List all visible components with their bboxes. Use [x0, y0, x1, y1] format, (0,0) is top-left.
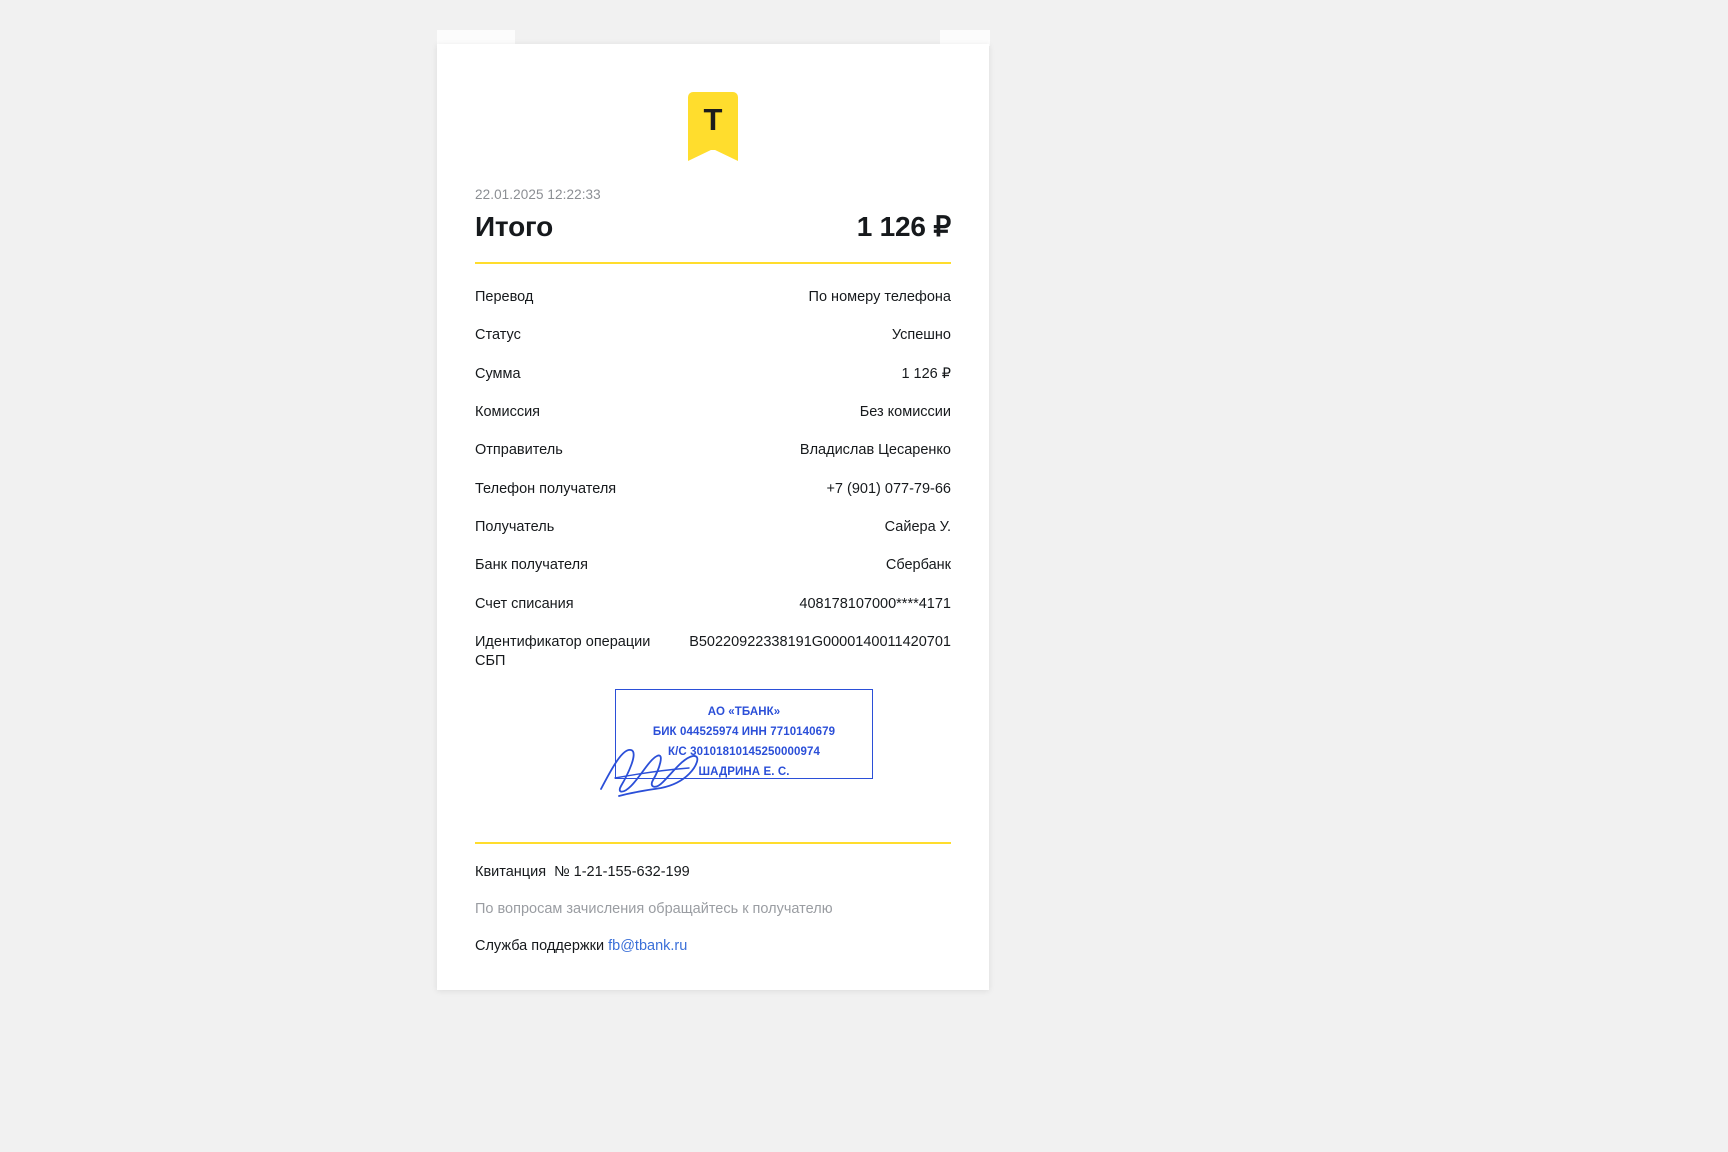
receipt-document — [437, 44, 989, 990]
detail-row-amount — [475, 365, 951, 384]
detail-value: Сайера У. — [884, 519, 951, 536]
detail-row-sender — [475, 441, 951, 460]
total-row — [475, 210, 951, 243]
receipt-number-value: № 1-21-155-632-199 — [554, 864, 690, 880]
detail-value: Сбербанк — [885, 557, 951, 574]
detail-key: Банк получателя — [475, 557, 588, 574]
support-line — [475, 938, 951, 954]
receipt-number-label: Квитанция — [475, 864, 547, 880]
detail-value: 1 126 ₽ — [901, 365, 951, 382]
stamp-line-bank: АО «ТБАНК» — [707, 706, 781, 718]
divider-top — [475, 262, 951, 264]
detail-key: Комиссия — [475, 404, 541, 421]
detail-row-operation-id — [475, 633, 951, 671]
detail-value: Владислав Цесаренко — [799, 442, 951, 459]
support-email-link[interactable]: fb@tbank.ru — [608, 938, 688, 954]
detail-key: Статус — [475, 327, 521, 344]
detail-value: Без комиссии — [859, 404, 951, 421]
detail-row-debit-account — [475, 595, 951, 614]
detail-value: Успешно — [891, 327, 951, 344]
detail-row-status — [475, 326, 951, 345]
detail-key: Отправитель — [475, 442, 563, 459]
detail-row-transfer — [475, 288, 951, 307]
receipt-footer — [475, 864, 951, 954]
shield-icon — [688, 92, 738, 150]
detail-key: Счет списания — [475, 595, 574, 612]
logo-letter: T — [703, 101, 723, 137]
detail-key: Идентификатор операции СБП — [475, 634, 651, 669]
detail-key: Телефон получателя — [475, 480, 617, 497]
footer-note: По вопросам зачисления обращайтесь к получателю — [475, 901, 833, 917]
total-amount: 1 126 ₽ — [856, 211, 951, 242]
bank-logo — [475, 92, 951, 150]
detail-row-fee — [475, 403, 951, 422]
detail-row-recipient-phone — [475, 480, 951, 499]
transaction-datetime: 22.01.2025 12:22:33 — [475, 187, 601, 202]
receipt-number-line — [475, 864, 951, 880]
bank-stamp — [615, 689, 873, 779]
detail-row-recipient-bank — [475, 556, 951, 575]
detail-row-recipient — [475, 518, 951, 537]
detail-key: Сумма — [475, 365, 521, 382]
details-list — [475, 288, 951, 690]
detail-key: Перевод — [475, 289, 534, 305]
detail-value: B50220922338191G0000140011420701 — [689, 634, 951, 651]
detail-value: По номеру телефона — [808, 289, 951, 305]
stamp-line-bik-inn: БИК 044525974 ИНН 7710140679 — [652, 726, 836, 739]
detail-value: +7 (901) 077-79-66 — [826, 480, 951, 497]
detail-value: 408178107000****4171 — [799, 595, 951, 612]
support-label: Служба поддержки — [475, 938, 605, 954]
stamp-line-ks: К/С 30101810145250000974 — [667, 746, 821, 759]
divider-bottom — [475, 842, 951, 844]
total-label: Итого — [475, 211, 553, 242]
detail-key: Получатель — [475, 519, 555, 536]
stamp-line-officer: ШАДРИНА Е. С. — [698, 766, 790, 779]
